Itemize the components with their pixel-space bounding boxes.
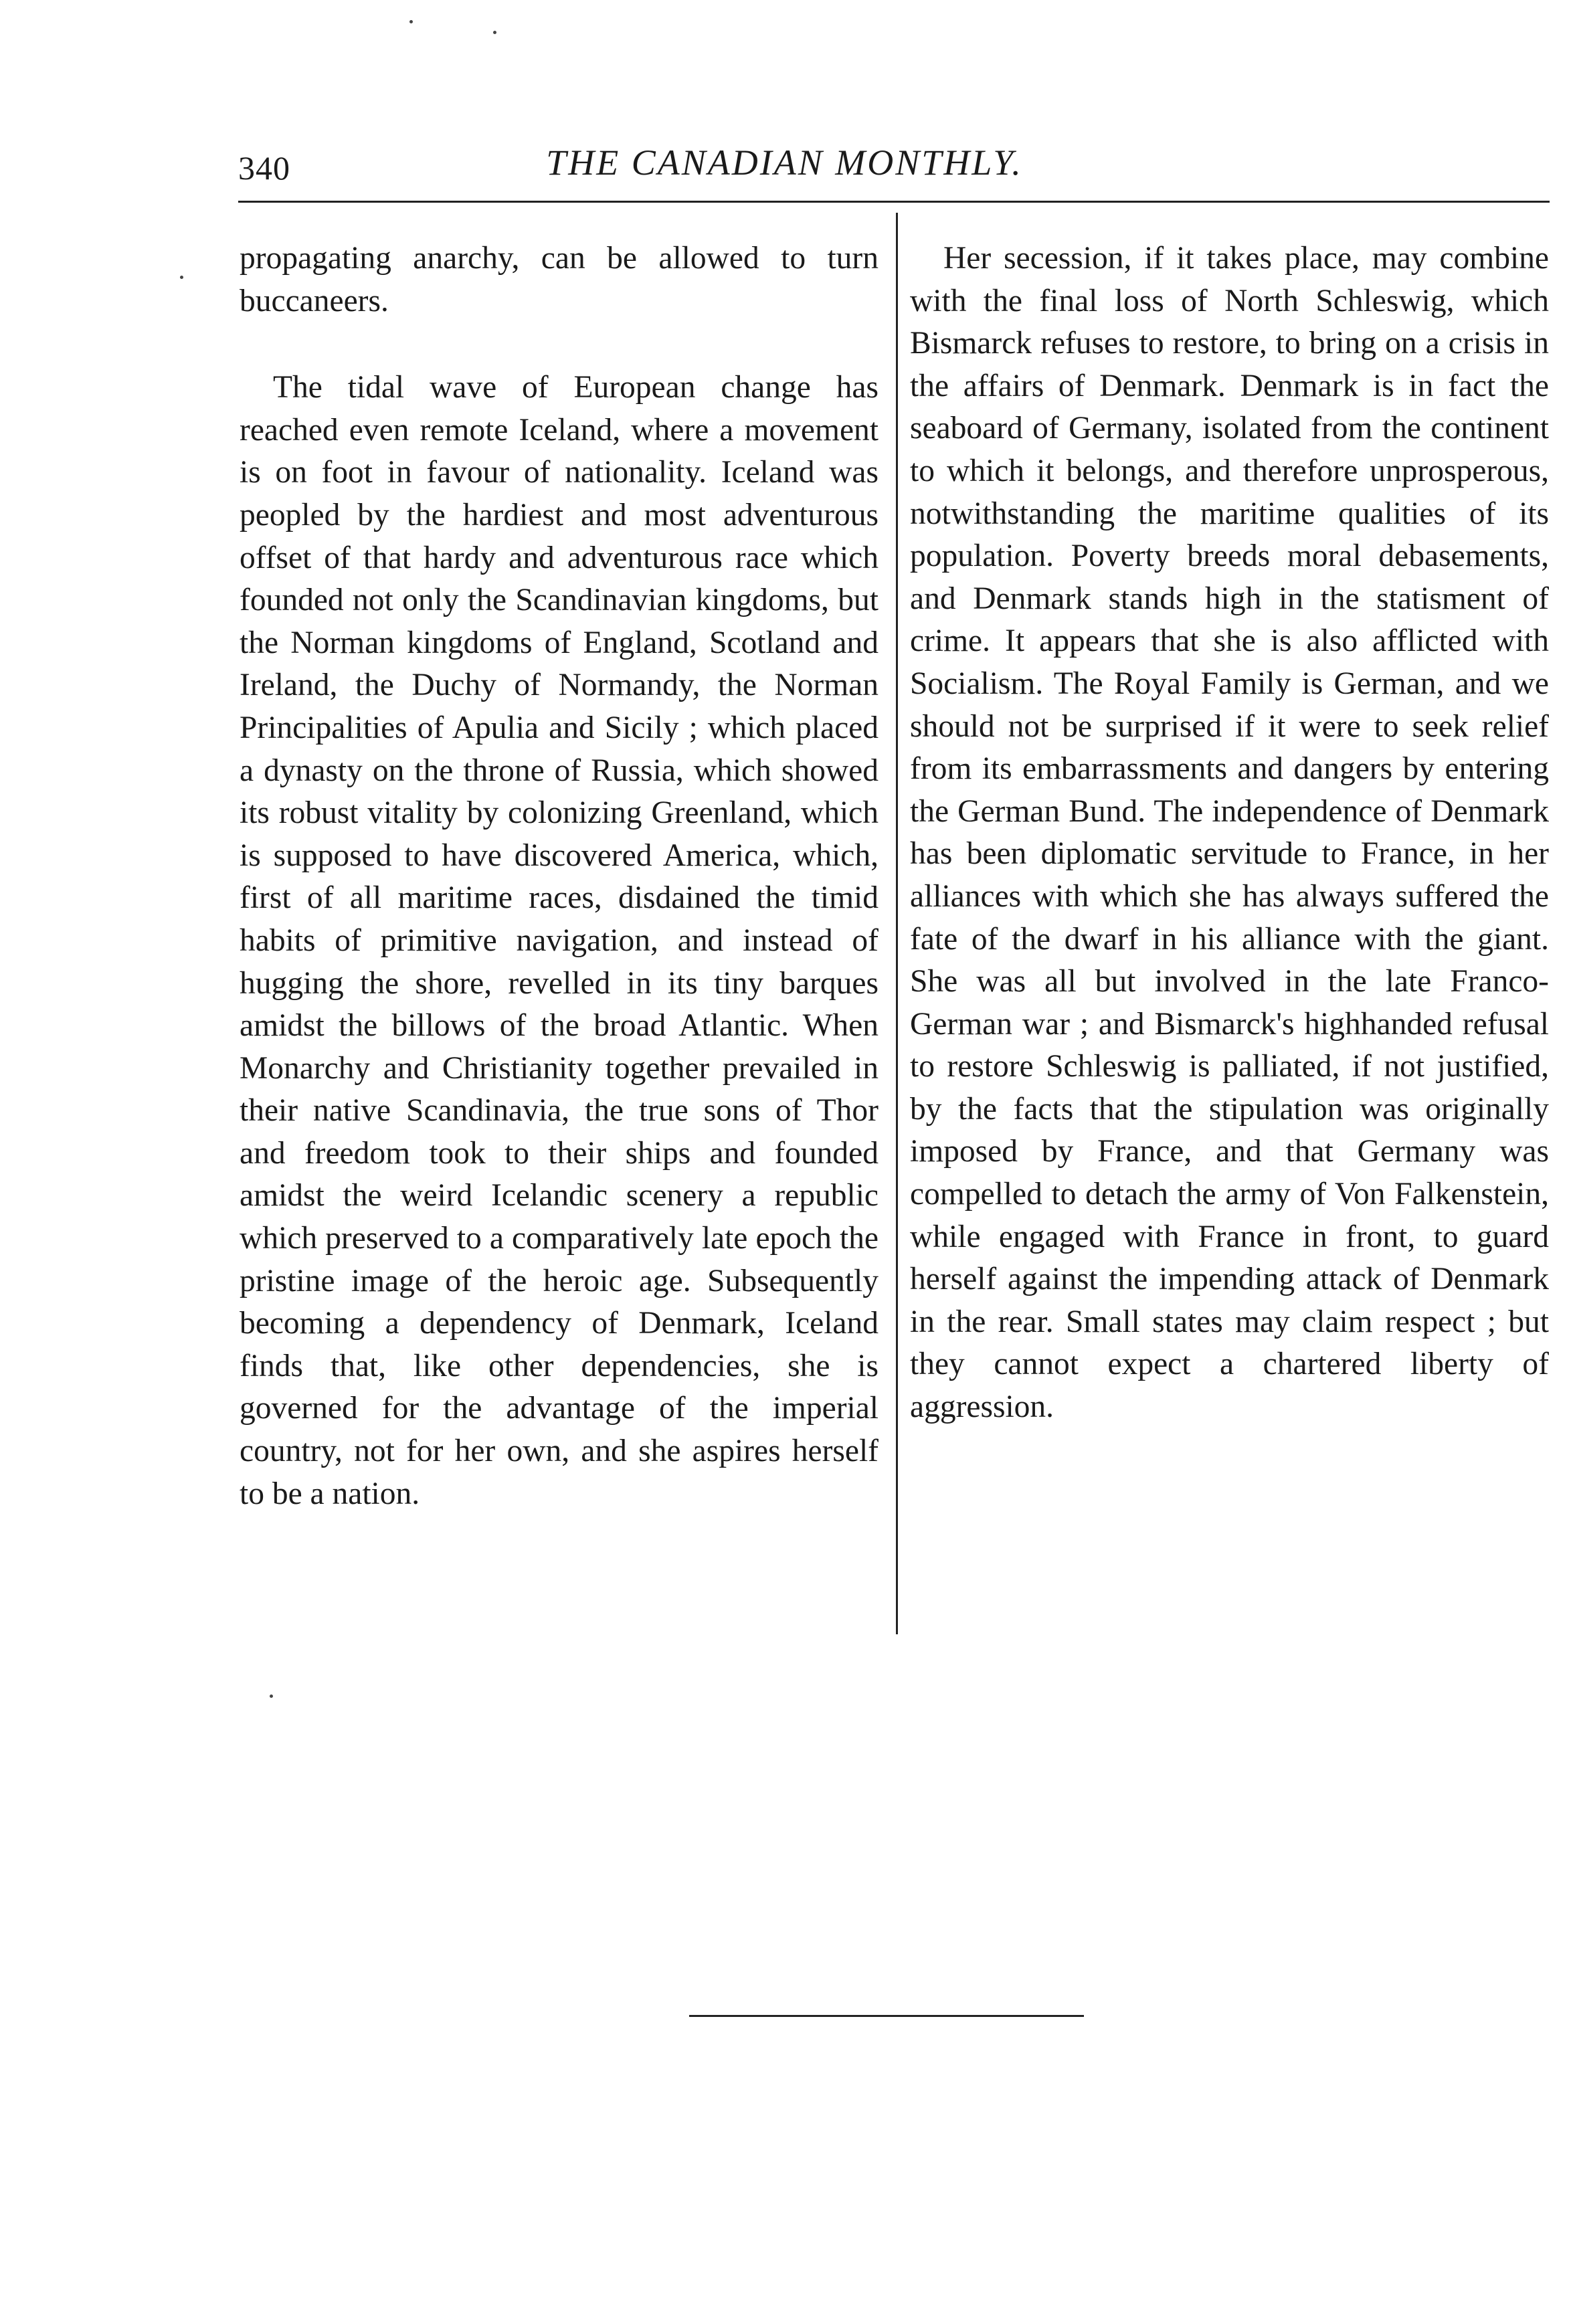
paragraph-continuation: propagating anarchy, can be allowed to turn buccaneers. (240, 241, 879, 318)
paper-speck (493, 31, 496, 34)
paper-speck (180, 276, 183, 279)
paper-speck (409, 20, 413, 23)
column-divider (896, 213, 898, 1634)
header-rule (238, 201, 1550, 203)
left-column (240, 237, 879, 1515)
running-title: THE CANADIAN MONTHLY. (546, 142, 1023, 183)
page-number: 340 (238, 149, 290, 187)
paper-speck (270, 1694, 273, 1698)
paragraph-iceland: The tidal wave of European change has reached even remote Iceland, where a movement is on foot in favour of nationality. Iceland was peopled by the hardiest and most adventurous offset of that hardy and adventurous race which founded not only the Scandinavian kingdoms, but the Norman kingdoms of England, Scotland and Ireland, the Duchy of Normandy, the Norman Principalities of Apulia and Sicily ; which placed a dynasty on the throne of Russia, which showed its robust vitality by colonizing Greenland, which is supposed to have discovered America, which, first of all maritime races, disdained the timid habits of primitive navigation, and instead of hugging the shore, revelled in its tiny barques amidst the billows of the broad Atlantic. When Monarchy and Christianity together prevailed in their native Scandinavia, the true sons of Thor and freedom took to their ships and founded amidst the weird Icelandic scenery a republic which preserved to a comparatively late epoch the pristine image of the heroic age. Subsequently becoming a dependency of Denmark, Iceland finds that, like other dependencies, she is governed for the advantage of the imperial country, not for her own, and she aspires herself to be a nation. (240, 370, 879, 1511)
right-column (910, 237, 1549, 1429)
end-of-section-rule (689, 2015, 1084, 2017)
paragraph-denmark: Her secession, if it takes place, may combine with the final loss of North Schleswig, which Bismarck refuses to restore, to bring on a crisis in the affairs of Denmark. Denmark is in fact the seaboard of Germany, isolated from the continent to which it belongs, and therefore unprosperous, notwithstanding the maritime qualities of its population. Poverty breeds moral debasements, and Denmark stands high in the statisment of crime. It appears that she is also afflicted with Socialism. The Royal Family is German, and we should not be surprised if it were to seek relief from its embarrassments and dangers by entering the German Bund. The independence of Denmark has been diplomatic servitude to France, in her alliances with which she has always suffered the fate of the dwarf in his alliance with the giant. She was all but involved in the late Franco-German war ; and Bismarck's highhanded refusal to restore Schleswig is palliated, if not justified, by the facts that the stipulation was originally imposed by France, and that Germany was compelled to detach the army of Von Falkenstein, while engaged with France in front, to guard herself against the impending attack of Denmark in the rear. Small states may claim respect ; but they cannot expect a chartered liberty of aggression. (910, 241, 1549, 1425)
